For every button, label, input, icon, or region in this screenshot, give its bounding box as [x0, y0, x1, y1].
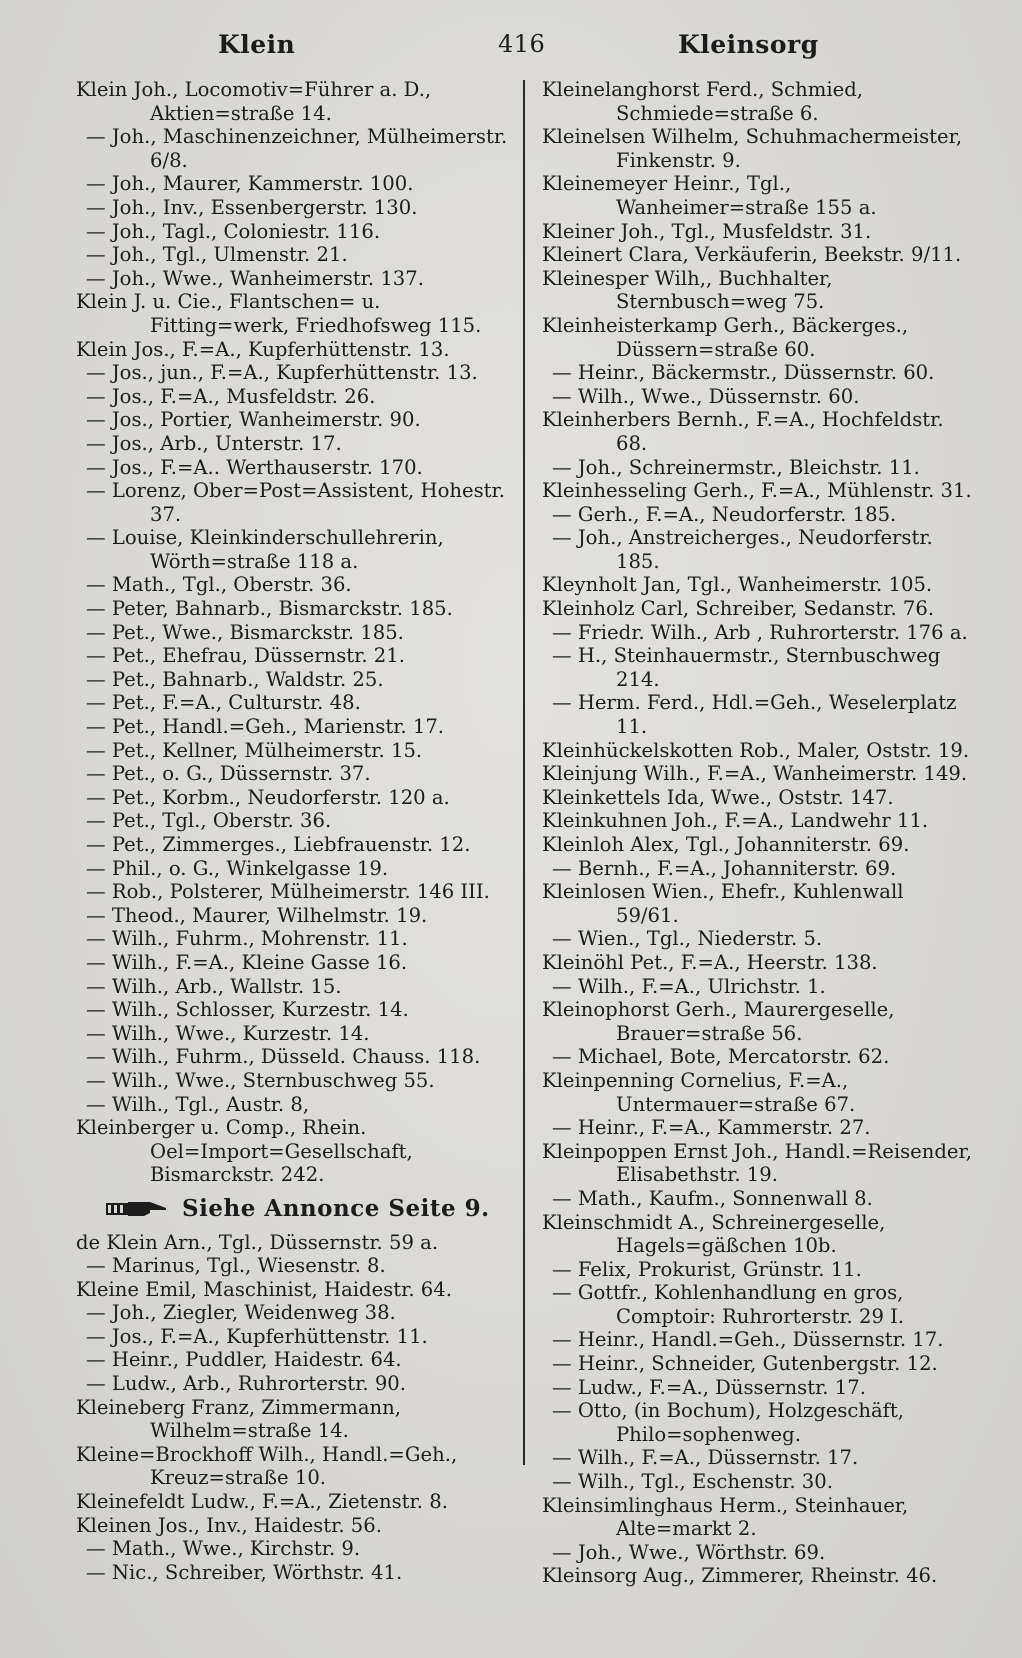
directory-entry: — Michael, Bote, Mercatorstr. 62.: [552, 1045, 890, 1069]
directory-entry: Kleinsorg Aug., Zimmerer, Rheinstr. 46.: [542, 1564, 938, 1588]
directory-entry: — Peter, Bahnarb., Bismarckstr. 185.: [86, 597, 453, 621]
directory-entry: — Friedr. Wilh., Arb , Ruhrorterstr. 176 a.: [552, 620, 968, 644]
annonce-notice: [106, 1194, 510, 1222]
directory-entry: Kleinschmidt A., Schreinergeselle, Hagels=gäßchen 10b.: [542, 1210, 886, 1258]
directory-entry: — Wilh., Tgl., Austr. 8,: [86, 1092, 310, 1116]
header-right-keyword: Kleinsorg: [678, 30, 819, 59]
directory-entry: — Gottfr., Kohlenhandlung en gros, Comptoir: Ruhrorterstr. 29 I.: [552, 1281, 905, 1328]
directory-entry: — Joh., Ziegler, Weidenweg 38.: [86, 1301, 396, 1325]
directory-entry: — Jos., Portier, Wanheimerstr. 90.: [86, 408, 421, 432]
directory-entry: Kleine=Brockhoff Wilh., Handl.=Geh., Kreuz=straße 10.: [76, 1442, 458, 1490]
directory-entry: — Joh., Wwe., Wörthstr. 69.: [552, 1540, 826, 1564]
directory-entry: — Ludw., F.=A., Düssernstr. 17.: [552, 1375, 866, 1399]
directory-entry: Kleinefeldt Ludw., F.=A., Zietenstr. 8.: [76, 1490, 448, 1514]
directory-entry: Kleinheisterkamp Gerh., Bäckerges., Düssern=straße 60.: [542, 313, 909, 361]
directory-entry: — Joh., Anstreicherges., Neudorferstr. 185.: [552, 526, 933, 573]
directory-entry: Klein Joh., Locomotiv=Führer a. D., Aktien=straße 14.: [76, 78, 432, 125]
directory-entry: — Wilh., F.=A., Kleine Gasse 16.: [86, 950, 408, 974]
pointing-hand-icon: [106, 1199, 170, 1219]
directory-entry: — Jos., F.=A.. Werthauserstr. 170.: [86, 455, 423, 479]
directory-entry: Kleinhesseling Gerh., F.=A., Mühlenstr. 31.: [542, 479, 972, 503]
directory-entry: — Pet., Tgl., Oberstr. 36.: [86, 809, 332, 833]
directory-entry: Kleinophorst Gerh., Maurergeselle, Brauer=straße 56.: [542, 998, 895, 1045]
directory-entry: — Heinr., F.=A., Kammerstr. 27.: [552, 1116, 871, 1140]
directory-entry: Kleinpoppen Ernst Joh., Handl.=Reisender, Elisabethstr. 19.: [542, 1139, 972, 1187]
directory-entry: Kleinkettels Ida, Wwe., Oststr. 147.: [542, 785, 894, 809]
directory-entry: — Pet., Bahnarb., Waldstr. 25.: [86, 667, 384, 691]
directory-entry: Kleinöhl Pet., F.=A., Heerstr. 138.: [542, 950, 878, 974]
left-entry-list-2: [76, 1231, 510, 1585]
annonce-text: Siehe Annonce Seite 9.: [182, 1194, 490, 1222]
directory-entry: Klein Jos., F.=A., Kupferhüttenstr. 13.: [76, 337, 450, 361]
directory-entry: — Wilh., Wwe., Kurzestr. 14.: [86, 1021, 370, 1045]
directory-entry: Kleinen Jos., Inv., Haidestr. 56.: [76, 1513, 382, 1537]
directory-entry: Kleinjung Wilh., F.=A., Wanheimerstr. 149.: [542, 762, 968, 786]
directory-entry: — Pet., Wwe., Bismarckstr. 185.: [86, 620, 404, 644]
directory-entry: — Otto, (in Bochum), Holzgeschäft, Philo=sophenweg.: [552, 1399, 905, 1446]
directory-entry: — Wilh., Wwe., Düssernstr. 60.: [552, 384, 860, 408]
directory-entry: — Rob., Polsterer, Mülheimerstr. 146 III.: [86, 880, 490, 904]
directory-entry: Kleine Emil, Maschinist, Haidestr. 64.: [76, 1277, 452, 1301]
directory-entry: — Wilh., Schlosser, Kurzestr. 14.: [86, 998, 409, 1022]
directory-entry: Kleinlosen Wien., Ehefr., Kuhlenwall 59/61.: [542, 880, 904, 927]
directory-entry: — Jos., F.=A., Kupferhüttenstr. 11.: [86, 1324, 428, 1348]
directory-entry: Kleinholz Carl, Schreiber, Sedanstr. 76.: [542, 597, 935, 621]
directory-entry: — Joh., Inv., Essenbergerstr. 130.: [86, 195, 418, 219]
left-entry-list: [76, 78, 510, 1187]
directory-entry: de Klein Arn., Tgl., Düssernstr. 59 a.: [76, 1230, 439, 1254]
page-number: 416: [498, 30, 546, 58]
directory-entry: — Wilh., Arb., Wallstr. 15.: [86, 974, 342, 998]
directory-entry: — Pet., o. G., Düssernstr. 37.: [86, 762, 371, 786]
directory-entry: Kleinelsen Wilhelm, Schuhmachermeister, Finkenstr. 9.: [542, 125, 963, 172]
directory-entry: — Theod., Maurer, Wilhelmstr. 19.: [86, 903, 428, 927]
directory-entry: Kleinberger u. Comp., Rhein. Oel=Import=Gesellschaft, Bismarckstr. 242.: [76, 1116, 413, 1187]
directory-entry: — Joh., Maschinenzeichner, Mülheimerstr. 6/8.: [86, 125, 508, 172]
directory-entry: Kleinherbers Bernh., F.=A., Hochfeldstr. 68.: [542, 408, 944, 455]
directory-entry: Kleynholt Jan, Tgl., Wanheimerstr. 105.: [542, 573, 933, 597]
directory-entry: — H., Steinhauermstr., Sternbuschweg 214.: [552, 644, 941, 691]
directory-entry: Kleinkuhnen Joh., F.=A., Landwehr 11.: [542, 809, 929, 833]
directory-entry: — Math., Wwe., Kirchstr. 9.: [86, 1537, 361, 1561]
directory-entry: — Heinr., Handl.=Geh., Düssernstr. 17.: [552, 1328, 944, 1352]
directory-entry: Kleinloh Alex, Tgl., Johanniterstr. 69.: [542, 833, 910, 856]
directory-entry: — Math., Tgl., Oberstr. 36.: [86, 573, 352, 597]
directory-entry: — Marinus, Tgl., Wiesenstr. 8.: [86, 1254, 386, 1278]
directory-entry: — Pet., Kellner, Mülheimerstr. 15.: [86, 738, 423, 762]
directory-entry: — Jos., Arb., Unterstr. 17.: [86, 431, 342, 455]
directory-entry: — Joh., Wwe., Wanheimerstr. 137.: [86, 266, 424, 290]
directory-entry: — Jos., jun., F.=A., Kupferhüttenstr. 13.: [86, 361, 478, 385]
directory-entry: — Bernh., F.=A., Johanniterstr. 69.: [552, 856, 897, 880]
right-column: [542, 78, 972, 1588]
directory-entry: — Pet., Korbm., Neudorferstr. 120 a.: [86, 785, 450, 809]
directory-entry: — Joh., Maurer, Kammerstr. 100.: [86, 172, 414, 196]
directory-entry: — Phil., o. G., Winkelgasse 19.: [86, 856, 389, 880]
column-divider: [523, 80, 525, 1465]
directory-entry: — Pet., F.=A., Culturstr. 48.: [86, 691, 361, 715]
directory-entry: — Heinr., Puddler, Haidestr. 64.: [86, 1348, 402, 1372]
directory-entry: Kleiner Joh., Tgl., Musfeldstr. 31.: [542, 219, 872, 243]
directory-entry: — Joh., Schreinermstr., Bleichstr. 11.: [552, 455, 920, 479]
directory-entry: — Pet., Zimmerges., Liebfrauenstr. 12.: [86, 833, 471, 856]
left-column: [76, 78, 510, 1584]
directory-entry: Kleinemeyer Heinr., Tgl., Wanheimer=straße 155 a.: [542, 172, 877, 219]
directory-entry: Kleinelanghorst Ferd., Schmied, Schmiede=straße 6.: [542, 78, 863, 125]
directory-entry: Kleinpenning Cornelius, F.=A., Untermauer=straße 67.: [542, 1068, 856, 1116]
directory-entry: — Joh., Tagl., Coloniestr. 116.: [86, 219, 381, 243]
directory-entry: — Ludw., Arb., Ruhrorterstr. 90.: [86, 1372, 406, 1396]
directory-entry: — Felix, Prokurist, Grünstr. 11.: [552, 1257, 862, 1281]
directory-entry: — Pet., Handl.=Geh., Marienstr. 17.: [86, 715, 445, 739]
directory-entry: — Wien., Tgl., Niederstr. 5.: [552, 927, 823, 951]
directory-entry: — Pet., Ehefrau, Düssernstr. 21.: [86, 644, 405, 668]
directory-entry: Kleinert Clara, Verkäuferin, Beekstr. 9/11.: [542, 243, 962, 267]
page-header: [0, 30, 1022, 70]
directory-entry: — Louise, Kleinkinderschullehrerin, Wörth=straße 118 a.: [86, 526, 444, 573]
right-entry-list: [542, 78, 972, 1588]
directory-entry: Klein J. u. Cie., Flantschen= u. Fitting=werk, Friedhofsweg 115.: [76, 290, 482, 337]
directory-entry: — Wilh., Tgl., Eschenstr. 30.: [552, 1470, 833, 1494]
directory-entry: — Wilh., F.=A., Ulrichstr. 1.: [552, 974, 826, 998]
header-left-keyword: Klein: [218, 30, 296, 59]
directory-entry: — Wilh., Fuhrm., Mohrenstr. 11.: [86, 927, 408, 951]
directory-entry: Kleinsimlinghaus Herm., Steinhauer, Alte=markt 2.: [542, 1493, 909, 1541]
directory-entry: — Heinr., Bäckermstr., Düssernstr. 60.: [552, 361, 935, 385]
directory-entry: — Heinr., Schneider, Gutenbergstr. 12.: [552, 1352, 938, 1376]
directory-entry: — Nic., Schreiber, Wörthstr. 41.: [86, 1560, 403, 1584]
directory-entry: — Jos., F.=A., Musfeldstr. 26.: [86, 384, 376, 408]
directory-entry: — Wilh., Fuhrm., Düsseld. Chauss. 118.: [86, 1045, 481, 1069]
directory-entry: — Herm. Ferd., Hdl.=Geh., Weselerplatz 11.: [552, 691, 957, 739]
directory-entry: — Gerh., F.=A., Neudorferstr. 185.: [552, 502, 897, 526]
directory-entry: — Lorenz, Ober=Post=Assistent, Hohestr. 37.: [86, 479, 505, 526]
directory-entry: — Joh., Tgl., Ulmenstr. 21.: [86, 243, 348, 267]
directory-entry: — Wilh., Wwe., Sternbuschweg 55.: [86, 1068, 435, 1092]
directory-entry: Kleineberg Franz, Zimmermann, Wilhelm=straße 14.: [76, 1395, 402, 1443]
directory-entry: Kleinesper Wilh,, Buchhalter, Sternbusch=weg 75.: [542, 266, 833, 314]
directory-entry: Kleinhückelskotten Rob., Maler, Oststr. 19.: [542, 738, 970, 762]
directory-entry: — Math., Kaufm., Sonnenwall 8.: [552, 1186, 873, 1210]
directory-entry: — Wilh., F.=A., Düssernstr. 17.: [552, 1446, 859, 1470]
